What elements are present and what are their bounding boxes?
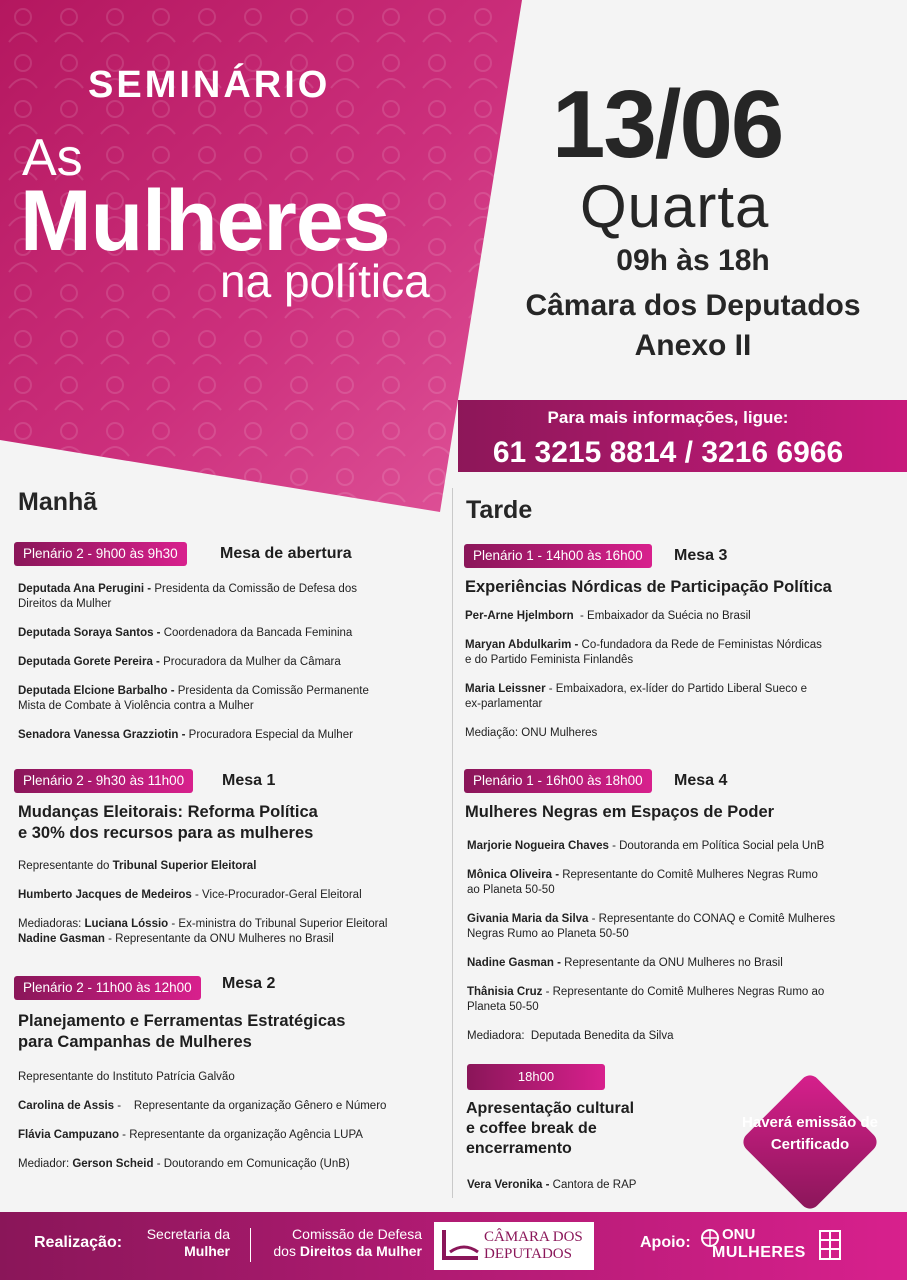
realizacao-label: Realização: [34, 1234, 123, 1251]
cultural-topic: Apresentação cultural e coffee break de encerramento [466, 1100, 635, 1157]
speaker-item: Per-Arne Hjelmborn - Embaixador da Suécia no Brasil [465, 610, 751, 622]
title-na-politica: na política [220, 255, 430, 307]
camara-logo [434, 1222, 594, 1270]
info-label: Para mais informações, ligue: [547, 408, 789, 427]
speaker-item: Humberto Jacques de Medeiros - Vice-Procurador-Geral Eleitoral [18, 889, 362, 901]
room-badge: 18h00 [467, 1064, 605, 1090]
room-badge: Plenário 1 - 16h00 às 18h00 [464, 769, 652, 793]
speaker-item: Mediação: ONU Mulheres [465, 727, 598, 739]
speaker-item: Deputada Elcione Barbalho - Presidenta da Comissão Permanente Mista de Combate à Violência contra a Mulher [18, 685, 369, 712]
room-badge: Plenário 2 - 9h30 às 11h00 [14, 769, 193, 793]
speaker-item: Senadora Vanessa Grazziotin - Procuradora Especial da Mulher [18, 729, 353, 741]
event-date: 13/06 [552, 71, 783, 178]
speaker-item: Deputada Gorete Pereira - Procuradora da Mulher da Câmara [18, 656, 341, 668]
camara-emblem-icon [440, 1228, 480, 1264]
speaker-item: Nadine Gasman - Representante da ONU Mulheres no Brasil [18, 933, 334, 945]
speaker-item: Representante do Instituto Patrícia Galvão [18, 1071, 235, 1083]
title-as: As [22, 129, 83, 187]
mesa-title: Mesa 4 [674, 772, 728, 789]
speaker-item: Givania Maria da Silva - Representante do CONAQ e Comitê Mulheres Negras Rumo ao Planeta 50-50 [467, 913, 836, 940]
speaker-item: Flávia Campuzano - Representante da organização Agência LUPA [18, 1129, 363, 1141]
onu-mulheres-label: MULHERES [712, 1244, 806, 1261]
seminar-label: SEMINÁRIO [88, 64, 331, 106]
mesa-topic: Mulheres Negras em Espaços de Poder [465, 803, 775, 821]
comissao-defesa: Comissão de Defesa dos Direitos da Mulher [273, 1226, 422, 1259]
speaker-item: Deputada Soraya Santos - Coordenadora da Bancada Feminina [18, 627, 353, 639]
speaker-item: Mônica Oliveira - Representante do Comitê Mulheres Negras Rumo ao Planeta 50-50 [467, 869, 818, 896]
speaker-item: Vera Veronika - Cantora de RAP [467, 1179, 637, 1191]
speaker-item: Marjorie Nogueira Chaves - Doutoranda em Política Social pela UnB [467, 840, 825, 852]
mesa-title: Mesa 3 [674, 547, 728, 564]
section-tarde: Tarde [466, 496, 533, 524]
room-badge: Plenário 2 - 11h00 às 12h00 [14, 976, 201, 1000]
mesa-title: Mesa 2 [222, 975, 276, 992]
speaker-item: Mediadora: Deputada Benedita da Silva [467, 1030, 674, 1042]
footer-separator [250, 1228, 251, 1262]
speaker-item: Mediadoras: Luciana Lóssio - Ex-ministra do Tribunal Superior Eleitoral [18, 918, 388, 930]
secretaria-mulher: Secretaria da Mulher [146, 1226, 230, 1259]
speaker-item: Mediador: Gerson Scheid - Doutorando em Comunicação (UnB) [18, 1158, 350, 1170]
mesa-title: Mesa de abertura [220, 545, 352, 562]
footer [0, 1212, 907, 1280]
info-phone[interactable]: 61 3215 8814 / 3216 6966 [492, 436, 844, 469]
apoio-label: Apoio: [640, 1234, 691, 1251]
title-mulheres: Mulheres [20, 173, 390, 269]
speaker-item: Maryan Abdulkarim - Co-fundadora da Rede de Feministas Nórdicas e do Partido Feminista Finlandês [465, 639, 822, 666]
speaker-item: Maria Leissner - Embaixadora, ex-líder do Partido Liberal Sueco e ex-parlamentar [465, 683, 807, 710]
event-weekday: Quarta [580, 173, 770, 240]
mesa-topic: Experiências Nórdicas de Participação Política [465, 578, 832, 596]
event-venue [488, 286, 898, 366]
event-hours: 09h às 18h [616, 244, 770, 277]
speaker-item: Representante do Tribunal Superior Eleitoral [18, 860, 257, 872]
speaker-item: Nadine Gasman - Representante da ONU Mulheres no Brasil [467, 957, 783, 969]
column-divider [452, 488, 453, 1198]
camara-name: CÂMARA DOS DEPUTADOS [484, 1229, 583, 1262]
mesa-title: Mesa 1 [222, 772, 276, 789]
mesa-topic: Mudanças Eleitorais: Reforma Política e 30% dos recursos para as mulheres [18, 803, 318, 842]
venue-line-1: Câmara dos Deputados [525, 289, 861, 322]
mesa-topic: Planejamento e Ferramentas Estratégicas para Campanhas de Mulheres [18, 1012, 346, 1051]
room-badge: Plenário 1 - 14h00 às 16h00 [464, 544, 652, 568]
speaker-item: Deputada Ana Perugini - Presidenta da Comissão de Defesa dos Direitos da Mulher [18, 583, 357, 610]
venue-line-2: Anexo II [634, 329, 752, 362]
speaker-item: Carolina de Assis - Representante da organização Gênero e Número [18, 1100, 387, 1112]
onu-mulheres-icon [818, 1229, 842, 1261]
section-manha: Manhã [18, 488, 98, 516]
onu-label: ONU [722, 1226, 756, 1243]
speaker-item: Thânisia Cruz - Representante do Comitê Mulheres Negras Rumo ao Planeta 50-50 [467, 986, 825, 1013]
info-band [458, 400, 907, 472]
room-badge: Plenário 2 - 9h00 às 9h30 [14, 542, 187, 566]
certificate-text: Haverá emissão de Certificado [742, 1114, 878, 1153]
